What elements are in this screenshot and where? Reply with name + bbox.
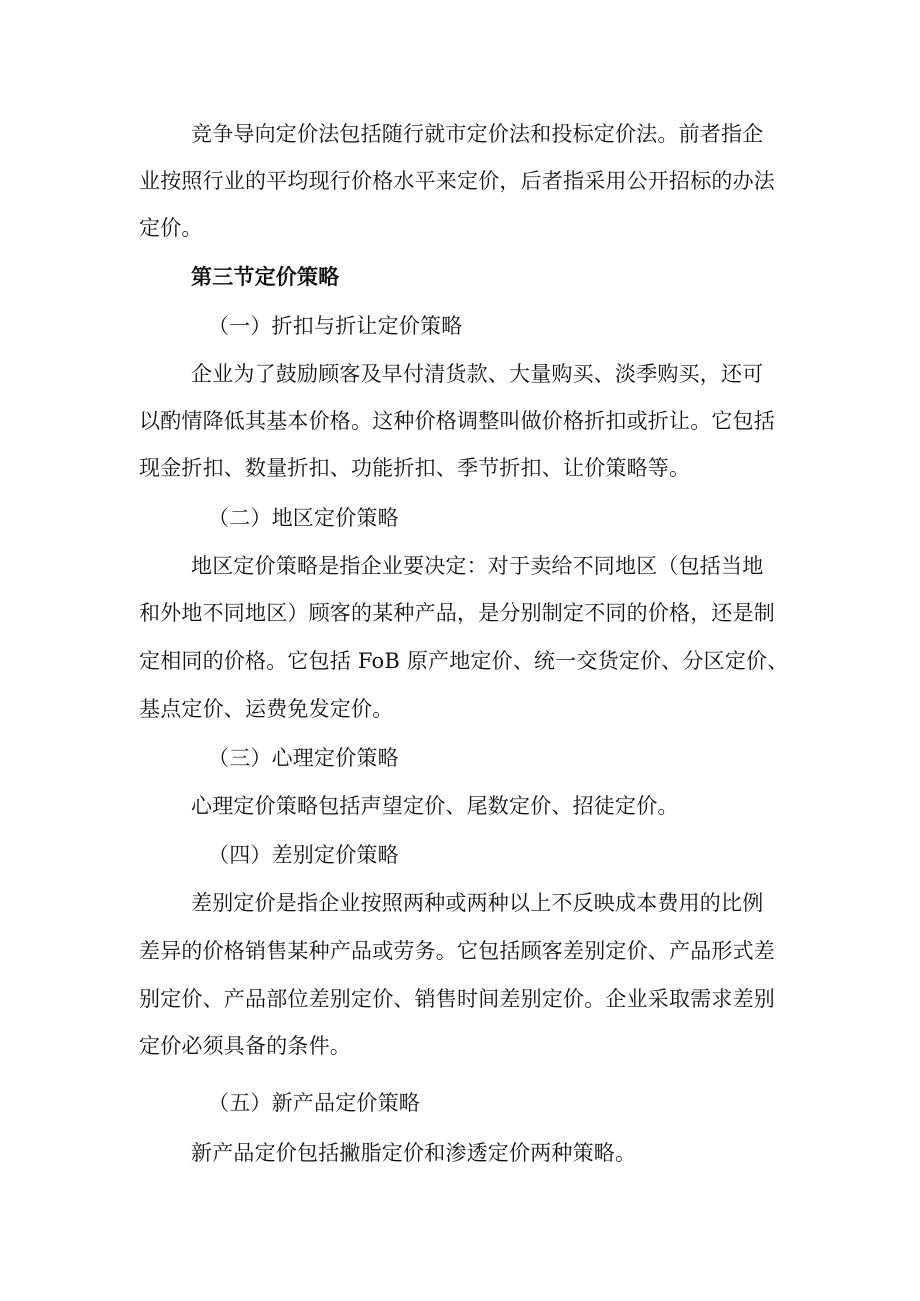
paragraph-6-line-1: 新产品定价包括撇脂定价和渗透定价两种策略。: [191, 1141, 637, 1165]
subsection-5-title: （五）新产品定价策略: [208, 1091, 420, 1115]
paragraph-1-line-2: 业按照行业的平均现行价格水平来定价，后者指采用公开招标的办法: [139, 169, 775, 193]
subsection-2-title: （二）地区定价策略: [208, 506, 399, 530]
paragraph-3-line-1: 地区定价策略是指企业要决定：对于卖给不同地区（包括当地: [191, 554, 764, 578]
paragraph-1-line-3: 定价。: [139, 216, 203, 240]
paragraph-3-line-2: 和外地不同地区）顾客的某种产品，是分别制定不同的价格，还是制: [139, 601, 775, 625]
paragraph-4-line-1: 心理定价策略包括声望定价、尾数定价、招徒定价。: [191, 794, 679, 818]
paragraph-1-line-1: 竞争导向定价法包括随行就市定价法和投标定价法。前者指企: [191, 122, 764, 146]
paragraph-3-line-3: 定相同的价格。它包括 FoB 原产地定价、统一交货定价、分区定价、: [139, 649, 789, 673]
paragraph-3-line-4: 基点定价、运费免发定价。: [139, 697, 394, 721]
subsection-1-title: （一）折扣与折让定价策略: [208, 314, 463, 338]
paragraph-5-line-2: 差异的价格销售某种产品或劳务。它包括顾客差别定价、产品形式差: [139, 939, 775, 963]
paragraph-2-line-3: 现金折扣、数量折扣、功能折扣、季节折扣、让价策略等。: [139, 456, 691, 480]
paragraph-2-line-1: 企业为了鼓励顾客及早付清货款、大量购买、淡季购买，还可: [191, 362, 764, 386]
paragraph-5-line-3: 别定价、产品部位差别定价、销售时间差别定价。企业采取需求差别: [139, 987, 775, 1011]
paragraph-5-line-1: 差别定价是指企业按照两种或两种以上不反映成本费用的比例: [191, 891, 764, 915]
paragraph-2-line-2: 以酌情降低其基本价格。这种价格调整叫做价格折扣或折让。它包括: [139, 409, 775, 433]
subsection-4-title: （四）差别定价策略: [208, 843, 399, 867]
paragraph-5-line-4: 定价必须具备的条件。: [139, 1034, 351, 1058]
subsection-3-title: （三）心理定价策略: [208, 746, 399, 770]
section-title: 第三节定价策略: [191, 265, 340, 289]
